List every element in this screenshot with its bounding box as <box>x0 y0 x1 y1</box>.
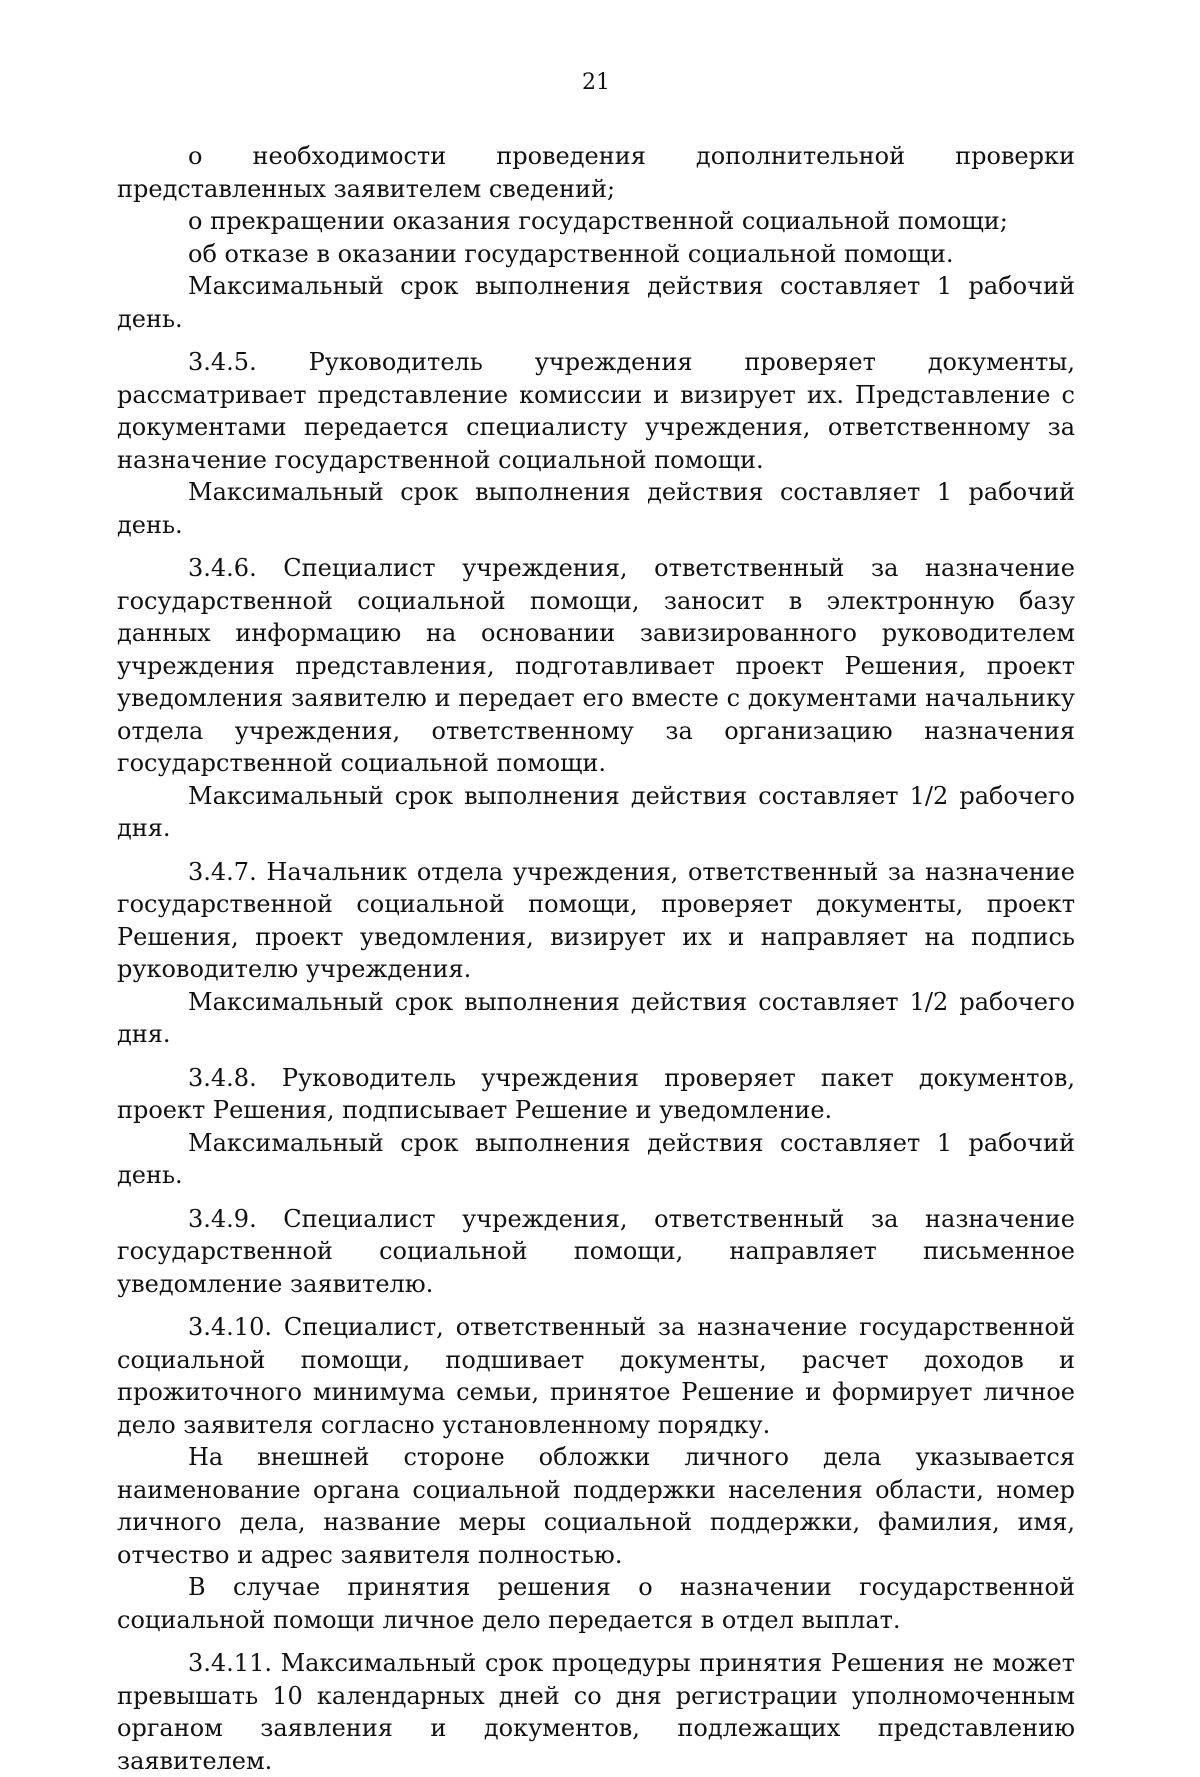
document-body <box>117 140 1075 1777</box>
paragraph-max-term: Максимальный срок выполнения действия составляет 1/2 рабочего дня. <box>117 987 1075 1048</box>
page-number: 21 <box>582 70 610 95</box>
clause-3-4-8: 3.4.8. Руководитель учреждения проверяет пакет документов, проект Решения, подписывает Решение и уведомление. <box>117 1063 1075 1124</box>
paragraph-max-term: Максимальный срок выполнения действия составляет 1 рабочий день. <box>117 272 1075 333</box>
paragraph-additional-check: о необходимости проведения дополнительной проверки представленных заявителем сведений; <box>117 142 1075 203</box>
paragraph-termination: о прекращении оказания государственной социальной помощи; <box>188 207 1008 235</box>
clause-3-4-10: 3.4.10. Специалист, ответственный за назначение государственной социальной помощи, подшивает документы, расчет доходов и прожиточного минимума семьи, принятое Решение и формирует личное дело заявителя согласно установленному порядку. <box>117 1313 1075 1439</box>
clause-3-4-11: 3.4.11. Максимальный срок процедуры принятия Решения не может превышать 10 календарных дней со дня регистрации уполномоченным органом заявления и документов, подлежащих представлению заявителем. <box>117 1649 1075 1775</box>
paragraph-max-term: Максимальный срок выполнения действия составляет 1/2 рабочего дня. <box>117 781 1075 842</box>
clause-3-4-9: 3.4.9. Специалист учреждения, ответственный за назначение государственной социальной помощи, направляет письменное уведомление заявителю. <box>117 1204 1075 1298</box>
paragraph-max-term: Максимальный срок выполнения действия составляет 1 рабочий день. <box>117 1128 1075 1189</box>
clause-3-4-5: 3.4.5. Руководитель учреждения проверяет документы, рассматривает представление комиссии и визирует их. Представление с документами передается специалисту учреждения, ответственному за назначение государственной социальной помощи. <box>117 348 1075 474</box>
clause-3-4-7: 3.4.7. Начальник отдела учреждения, ответственный за назначение государственной социальной помощи, проверяет документы, проект Решения, проект уведомления, визирует их и направляет на подпись руководителю учреждения. <box>117 857 1075 983</box>
paragraph-file-cover: На внешней стороне обложки личного дела указывается наименование органа социальной поддержки населения области, номер личного дела, название меры социальной поддержки, фамилия, имя, отчество и адрес заявителя полностью. <box>117 1443 1075 1569</box>
paragraph-refusal: об отказе в оказании государственной социальной помощи. <box>188 239 954 268</box>
paragraph-max-term: Максимальный срок выполнения действия составляет 1 рабочий день. <box>117 478 1075 539</box>
clause-3-4-6: 3.4.6. Специалист учреждения, ответственный за назначение государственной социальной помощи, заносит в электронную базу данных информацию на основании завизированного руководителем учреждения представления, подготавливает проект Решения, проект уведомления заявителю и передает его вместе с документами начальнику отдела учреждения, ответственному за организацию назначения государственной социальной помощи. <box>117 554 1075 777</box>
paragraph-file-transfer: В случае принятия решения о назначении государственной социальной помощи личное дело передается в отдел выплат. <box>117 1573 1075 1634</box>
